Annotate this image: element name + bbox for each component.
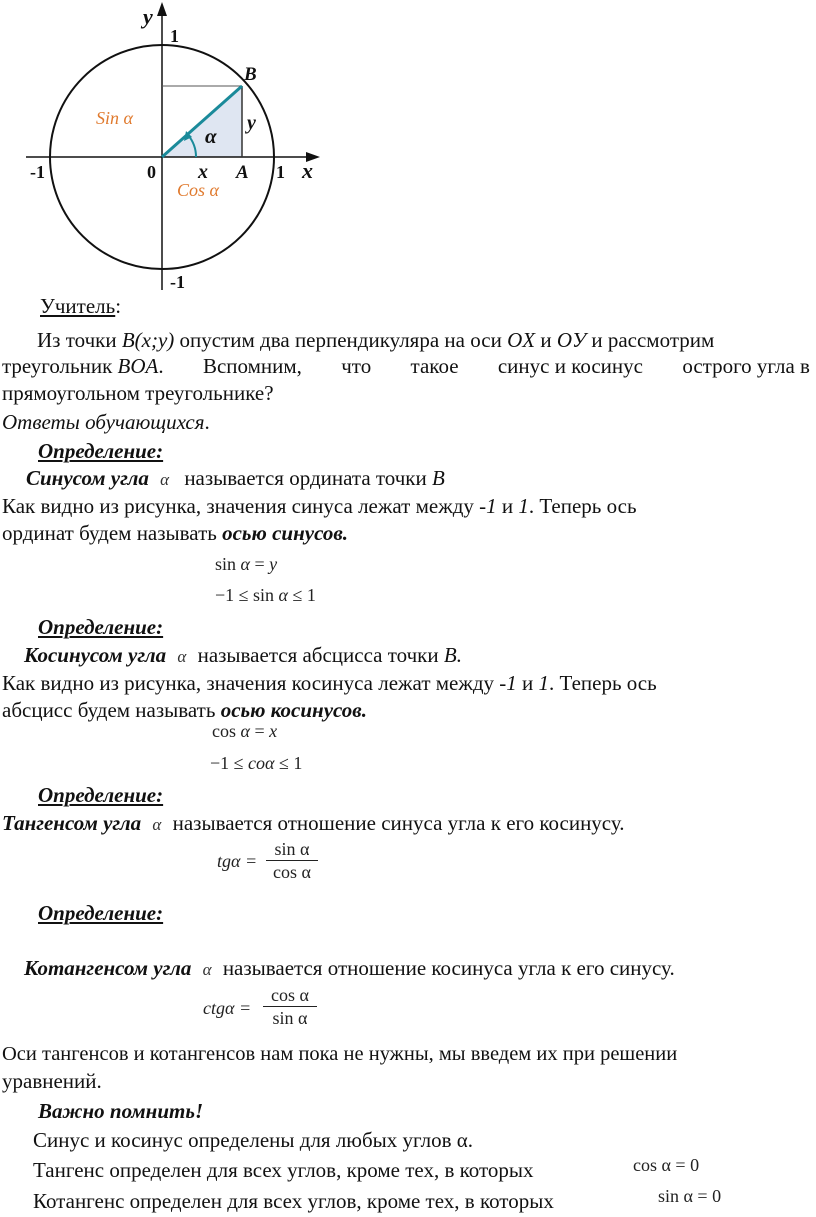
- x-axis-label: x: [302, 158, 313, 183]
- cos-range-formula: −1 ≤ coα ≤ 1: [210, 753, 303, 773]
- teacher-label: Учитель: [40, 294, 116, 318]
- tg-numerator: sin α: [274, 839, 310, 859]
- tg-fraction-bar: [266, 860, 318, 861]
- sin-alpha-label: Sin α: [96, 108, 133, 128]
- cos-equals-x-formula: cos α = x: [212, 721, 278, 741]
- ctg-fraction: [263, 986, 317, 1027]
- sin-paragraph-line-2: ординат будем называть осью синусов.: [2, 521, 349, 545]
- sin-definition-heading: Определение:: [38, 439, 164, 463]
- angle-alpha-label: α: [205, 124, 217, 148]
- tg-denominator: cos α: [273, 862, 311, 882]
- answers-line: Ответы обучающихся.: [2, 410, 210, 434]
- right-one-label: 1: [276, 162, 285, 182]
- cos-paragraph-line-2: абсцисс будем называть осью косинусов.: [2, 698, 367, 722]
- seg-y-label: y: [247, 112, 256, 134]
- teacher-line: Учитель:: [40, 294, 122, 318]
- rule-cot-defined: Котангенс определен для всех углов, кроме тех, в которых: [33, 1189, 554, 1213]
- cos-alpha-label: Cos α: [177, 180, 219, 200]
- paragraph-1-line-2: треугольник BOA. Вспомним, что такое синус и косинус острого угла в: [2, 354, 810, 378]
- ctg-fraction-bar: [263, 1006, 317, 1007]
- tg-fraction: [266, 840, 318, 881]
- paragraph-1-line-3: прямоугольном треугольнике?: [2, 381, 274, 405]
- point-a-label: A: [236, 162, 249, 183]
- rule-sin-cos-defined: Синус и косинус определены для любых углов α.: [33, 1128, 473, 1152]
- sin-range-formula: −1 ≤ sin α ≤ 1: [215, 585, 316, 605]
- top-one-label: 1: [170, 26, 179, 46]
- origin-label: 0: [147, 162, 156, 182]
- unit-circle-figure: [0, 0, 340, 300]
- seg-x-label: x: [198, 161, 208, 183]
- important-heading: Важно помнить!: [38, 1099, 204, 1123]
- ctg-formula-lhs: ctgα =: [203, 998, 252, 1018]
- tan-definition-line: Тангенсом угла α называется отношение синуса угла к его косинусу.: [2, 811, 625, 835]
- axes-paragraph-line-1: Оси тангенсов и котангенсов нам пока не нужны, мы введем их при решении: [2, 1043, 678, 1065]
- cos-zero-formula: cos α = 0: [633, 1155, 700, 1175]
- left-minus-one-label: -1: [30, 162, 45, 182]
- cos-definition-heading: Определение:: [38, 615, 164, 639]
- sin-paragraph-line-1: Как видно из рисунка, значения синуса лежат между -1 и 1. Теперь ось: [2, 494, 637, 518]
- bottom-minus-one-label: -1: [170, 272, 185, 292]
- y-axis-arrow-icon: [157, 2, 167, 16]
- cot-definition-heading: Определение:: [38, 901, 164, 925]
- tg-formula-lhs: tgα =: [217, 851, 258, 871]
- cos-paragraph-line-1: Как видно из рисунка, значения косинуса лежат между -1 и 1. Теперь ось: [2, 671, 657, 695]
- y-axis-label: y: [143, 4, 153, 29]
- cot-definition-line: Котангенсом угла α называется отношение косинуса угла к его синусу.: [24, 956, 675, 980]
- point-b-label: B: [244, 64, 257, 85]
- cos-definition-line: Косинусом угла α называется абсцисса точки B.: [24, 643, 462, 667]
- sin-zero-formula: sin α = 0: [658, 1186, 722, 1206]
- ctg-denominator: sin α: [272, 1008, 308, 1028]
- sin-equals-y-formula: sin α = y: [215, 554, 278, 574]
- sin-definition-line: Синусом угла α называется ордината точки B: [26, 466, 445, 490]
- tan-definition-heading: Определение:: [38, 783, 164, 807]
- paragraph-1-line-1: Из точки B(x;y) опустим два перпендикуляра на оси OX и OУ и рассмотрим: [37, 328, 715, 352]
- rule-tan-defined: Тангенс определен для всех углов, кроме тех, в которых: [33, 1158, 534, 1182]
- axes-paragraph-line-2: уравнений.: [2, 1069, 102, 1093]
- ctg-numerator: cos α: [271, 985, 309, 1005]
